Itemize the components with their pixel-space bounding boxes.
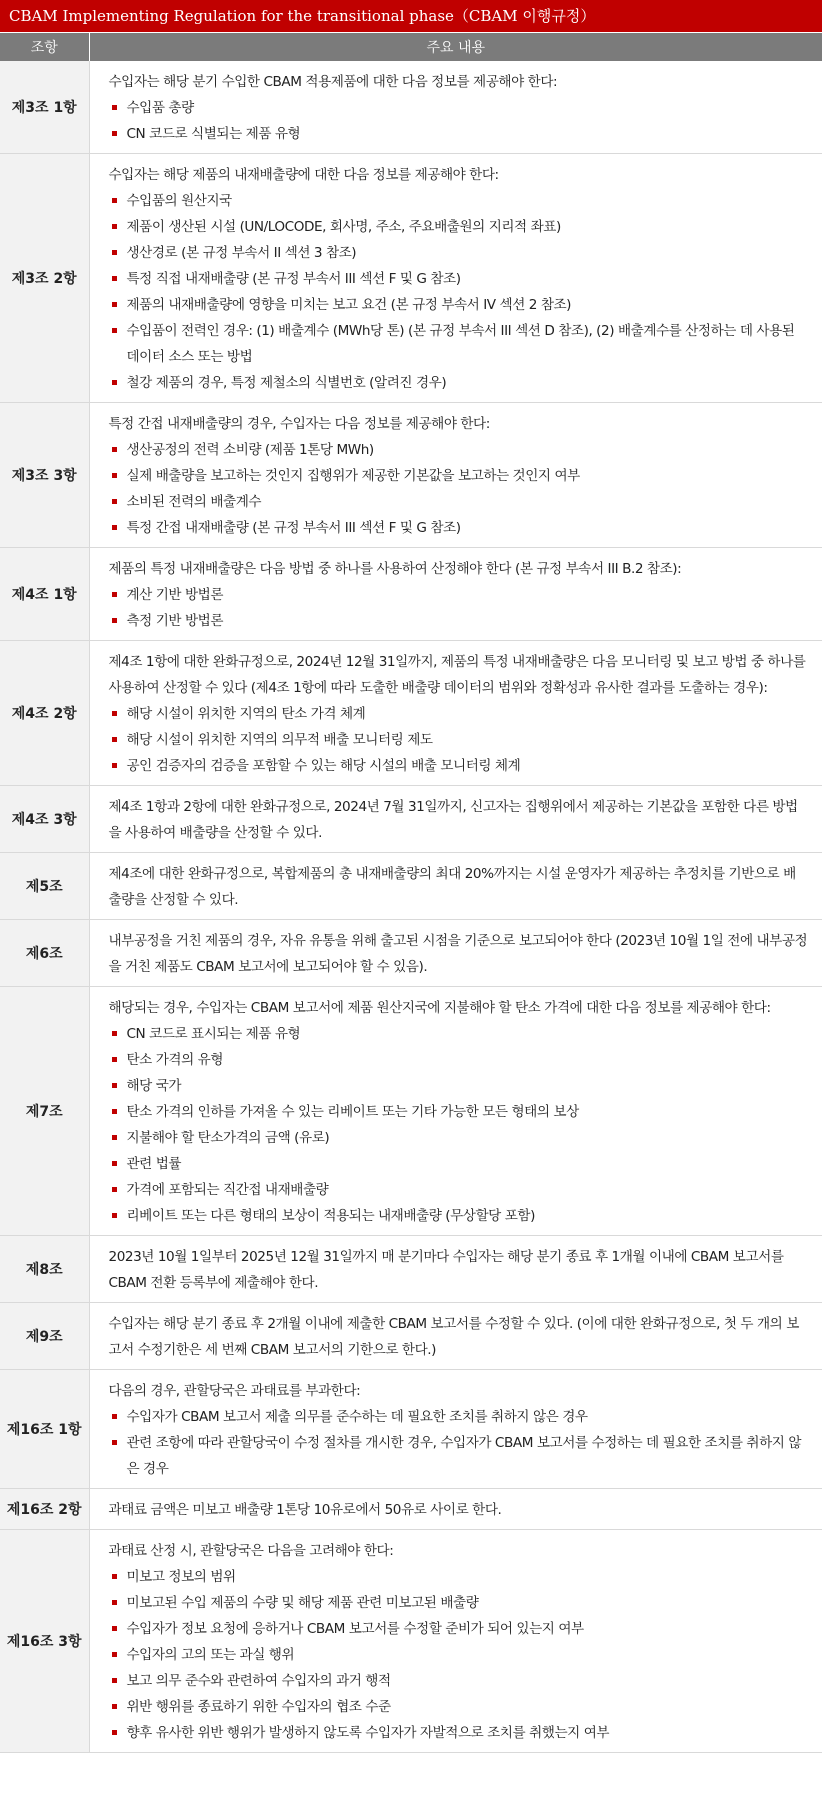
content-intro: 과태료 금액은 미보고 배출량 1톤당 10유로에서 50유로 사이로 한다.: [108, 1502, 502, 1518]
content-cell: [89, 1236, 822, 1303]
bullet-list: [109, 437, 809, 541]
bullet-item: 수입자가 CBAM 보고서 제출 의무를 준수하는 데 필요한 조치를 취하지 않은 경우: [109, 1404, 809, 1430]
bullet-item: 제품의 내재배출량에 영향을 미치는 보고 요건 (본 규정 부속서 IV 섹션 2 참조): [109, 292, 809, 318]
bullet-item: 철강 제품의 경우, 특정 제철소의 식별번호 (알려진 경우): [109, 370, 809, 396]
content-intro: 과태료 산정 시, 관할당국은 다음을 고려해야 한다:: [108, 1543, 394, 1559]
content-intro: 수입자는 해당 분기 수입한 CBAM 적용제품에 대한 다음 정보를 제공해야 한다:: [108, 74, 558, 90]
bullet-item: 리베이트 또는 다른 형태의 보상이 적용되는 내재배출량 (무상할당 포함): [109, 1203, 809, 1229]
bullet-item: 가격에 포함되는 직간접 내재배출량: [109, 1177, 809, 1203]
article-cell: 제3조 1항: [0, 61, 89, 154]
article-cell: 제4조 1항: [0, 548, 89, 641]
bullet-item: 실제 배출량을 보고하는 것인지 집행위가 제공한 기본값을 보고하는 것인지 여부: [109, 463, 809, 489]
bullet-list: [109, 701, 809, 779]
content-cell: [89, 987, 822, 1236]
bullet-item: 수입자가 정보 요청에 응하거나 CBAM 보고서를 수정할 준비가 되어 있는지 여부: [109, 1616, 809, 1642]
bullet-list: [109, 1404, 809, 1482]
bullet-item: 생산경로 (본 규정 부속서 II 섹션 3 참조): [109, 240, 809, 266]
table-row: [0, 548, 822, 641]
bullet-list: [109, 582, 809, 634]
table-row: [0, 1370, 822, 1489]
article-cell: 제4조 2항: [0, 641, 89, 786]
bullet-item: 관련 법률: [109, 1151, 809, 1177]
content-cell: [89, 403, 822, 548]
content-cell: [89, 853, 822, 920]
content-cell: [89, 641, 822, 786]
article-cell: 제3조 2항: [0, 154, 89, 403]
bullet-item: 특정 간접 내재배출량 (본 규정 부속서 III 섹션 F 및 G 참조): [109, 515, 809, 541]
bullet-item: 계산 기반 방법론: [109, 582, 809, 608]
bullet-item: 해당 시설이 위치한 지역의 의무적 배출 모니터링 제도: [109, 727, 809, 753]
article-cell: 제7조: [0, 987, 89, 1236]
bullet-item: 소비된 전력의 배출계수: [109, 489, 809, 515]
bullet-item: 미보고된 수입 제품의 수량 및 해당 제품 관련 미보고된 배출량: [109, 1590, 809, 1616]
table-header-row: [0, 33, 822, 61]
article-cell: 제4조 3항: [0, 786, 89, 853]
article-cell: 제3조 3항: [0, 403, 89, 548]
content-intro: 제4조 1항과 2항에 대한 완화규정으로, 2024년 7월 31일까지, 신고자는 집행위에서 제공하는 기본값을 포함한 다른 방법을 사용하여 배출량을 산정할 수 있다.: [108, 799, 798, 841]
table-row: [0, 920, 822, 987]
header-content: 주요 내용: [89, 33, 822, 61]
bullet-item: 관련 조항에 따라 관할당국이 수정 절차를 개시한 경우, 수입자가 CBAM 보고서를 수정하는 데 필요한 조치를 취하지 않은 경우: [109, 1430, 809, 1482]
content-cell: [89, 920, 822, 987]
content-intro: 수입자는 해당 제품의 내재배출량에 대한 다음 정보를 제공해야 한다:: [108, 167, 499, 183]
article-cell: 제8조: [0, 1236, 89, 1303]
content-cell: [89, 154, 822, 403]
content-cell: [89, 1530, 822, 1753]
article-cell: 제9조: [0, 1303, 89, 1370]
table-row: [0, 403, 822, 548]
bullet-item: 제품이 생산된 시설 (UN/LOCODE, 회사명, 주소, 주요배출원의 지리적 좌표): [109, 214, 809, 240]
regulation-table: [0, 33, 822, 1753]
content-cell: [89, 786, 822, 853]
content-intro: 특정 간접 내재배출량의 경우, 수입자는 다음 정보를 제공해야 한다:: [108, 416, 490, 432]
table-row: [0, 154, 822, 403]
content-intro: 제4조에 대한 완화규정으로, 복합제품의 총 내재배출량의 최대 20%까지는 시설 운영자가 제공하는 추정치를 기반으로 배출량을 산정할 수 있다.: [108, 866, 796, 908]
bullet-list: [109, 1564, 809, 1746]
content-cell: [89, 1489, 822, 1530]
header-article: 조항: [0, 33, 89, 61]
bullet-item: 해당 시설이 위치한 지역의 탄소 가격 체계: [109, 701, 809, 727]
article-cell: 제6조: [0, 920, 89, 987]
table-row: [0, 1236, 822, 1303]
table-row: [0, 987, 822, 1236]
content-intro: 내부공정을 거친 제품의 경우, 자유 유통을 위해 출고된 시점을 기준으로 보고되어야 한다 (2023년 10월 1일 전에 내부공정을 거친 제품도 CBAM 보고서에 보고되어야 할 수 있음).: [108, 933, 808, 975]
bullet-item: 보고 의무 준수와 관련하여 수입자의 과거 행적: [109, 1668, 809, 1694]
bullet-item: 특정 직접 내재배출량 (본 규정 부속서 III 섹션 F 및 G 참조): [109, 266, 809, 292]
bullet-item: 해당 국가: [109, 1073, 809, 1099]
article-cell: 제16조 2항: [0, 1489, 89, 1530]
table-row: [0, 1489, 822, 1530]
bullet-item: 수입품이 전력인 경우: (1) 배출계수 (MWh당 톤) (본 규정 부속서 III 섹션 D 참조), (2) 배출계수를 산정하는 데 사용된 데이터 소스 또는 방법: [109, 318, 809, 370]
table-row: [0, 786, 822, 853]
content-cell: [89, 1303, 822, 1370]
bullet-item: 위반 행위를 종료하기 위한 수입자의 협조 수준: [109, 1694, 809, 1720]
content-intro: 해당되는 경우, 수입자는 CBAM 보고서에 제품 원산지국에 지불해야 할 탄소 가격에 대한 다음 정보를 제공해야 한다:: [108, 1000, 771, 1016]
bullet-list: [109, 188, 809, 396]
bullet-item: 미보고 정보의 범위: [109, 1564, 809, 1590]
bullet-item: 수입자의 고의 또는 과실 행위: [109, 1642, 809, 1668]
bullet-list: [109, 1021, 809, 1229]
content-cell: [89, 548, 822, 641]
bullet-item: CN 코드로 식별되는 제품 유형: [109, 121, 809, 147]
bullet-item: 측정 기반 방법론: [109, 608, 809, 634]
table-row: [0, 61, 822, 154]
table-row: [0, 641, 822, 786]
document-title: CBAM Implementing Regulation for the transitional phase（CBAM 이행규정）: [0, 0, 822, 33]
bullet-item: 지불해야 할 탄소가격의 금액 (유로): [109, 1125, 809, 1151]
bullet-item: 향후 유사한 위반 행위가 발생하지 않도록 수입자가 자발적으로 조치를 취했는지 여부: [109, 1720, 809, 1746]
bullet-list: [109, 95, 809, 147]
article-cell: 제5조: [0, 853, 89, 920]
bullet-item: 공인 검증자의 검증을 포함할 수 있는 해당 시설의 배출 모니터링 체계: [109, 753, 809, 779]
bullet-item: 생산공정의 전력 소비량 (제품 1톤당 MWh): [109, 437, 809, 463]
content-intro: 2023년 10월 1일부터 2025년 12월 31일까지 매 분기마다 수입자는 해당 분기 종료 후 1개월 이내에 CBAM 보고서를 CBAM 전환 등록부에 제출해야 한다.: [108, 1249, 784, 1291]
bullet-item: 수입품의 원산지국: [109, 188, 809, 214]
bullet-item: 탄소 가격의 인하를 가져올 수 있는 리베이트 또는 기타 가능한 모든 형태의 보상: [109, 1099, 809, 1125]
bullet-item: 수입품 총량: [109, 95, 809, 121]
article-cell: 제16조 3항: [0, 1530, 89, 1753]
article-cell: 제16조 1항: [0, 1370, 89, 1489]
bullet-item: 탄소 가격의 유형: [109, 1047, 809, 1073]
content-intro: 수입자는 해당 분기 종료 후 2개월 이내에 제출한 CBAM 보고서를 수정할 수 있다. (이에 대한 완화규정으로, 첫 두 개의 보고서 수정기한은 세 번째 CBAM 보고서의 기한으로 한다.): [108, 1316, 799, 1358]
content-intro: 다음의 경우, 관할당국은 과태료를 부과한다:: [108, 1383, 361, 1399]
content-cell: [89, 1370, 822, 1489]
table-row: [0, 1303, 822, 1370]
table-row: [0, 853, 822, 920]
bullet-item: CN 코드로 표시되는 제품 유형: [109, 1021, 809, 1047]
content-cell: [89, 61, 822, 154]
table-body: [0, 61, 822, 1753]
content-intro: 제4조 1항에 대한 완화규정으로, 2024년 12월 31일까지, 제품의 특정 내재배출량은 다음 모니터링 및 보고 방법 중 하나를 사용하여 산정할 수 있다 (제4조 1항에 따라 도출한 배출량 데이터의 범위와 정확성과 유사한 결과를 도출하는 경우):: [108, 654, 806, 696]
content-intro: 제품의 특정 내재배출량은 다음 방법 중 하나를 사용하여 산정해야 한다 (본 규정 부속서 III B.2 참조):: [108, 561, 682, 577]
table-row: [0, 1530, 822, 1753]
